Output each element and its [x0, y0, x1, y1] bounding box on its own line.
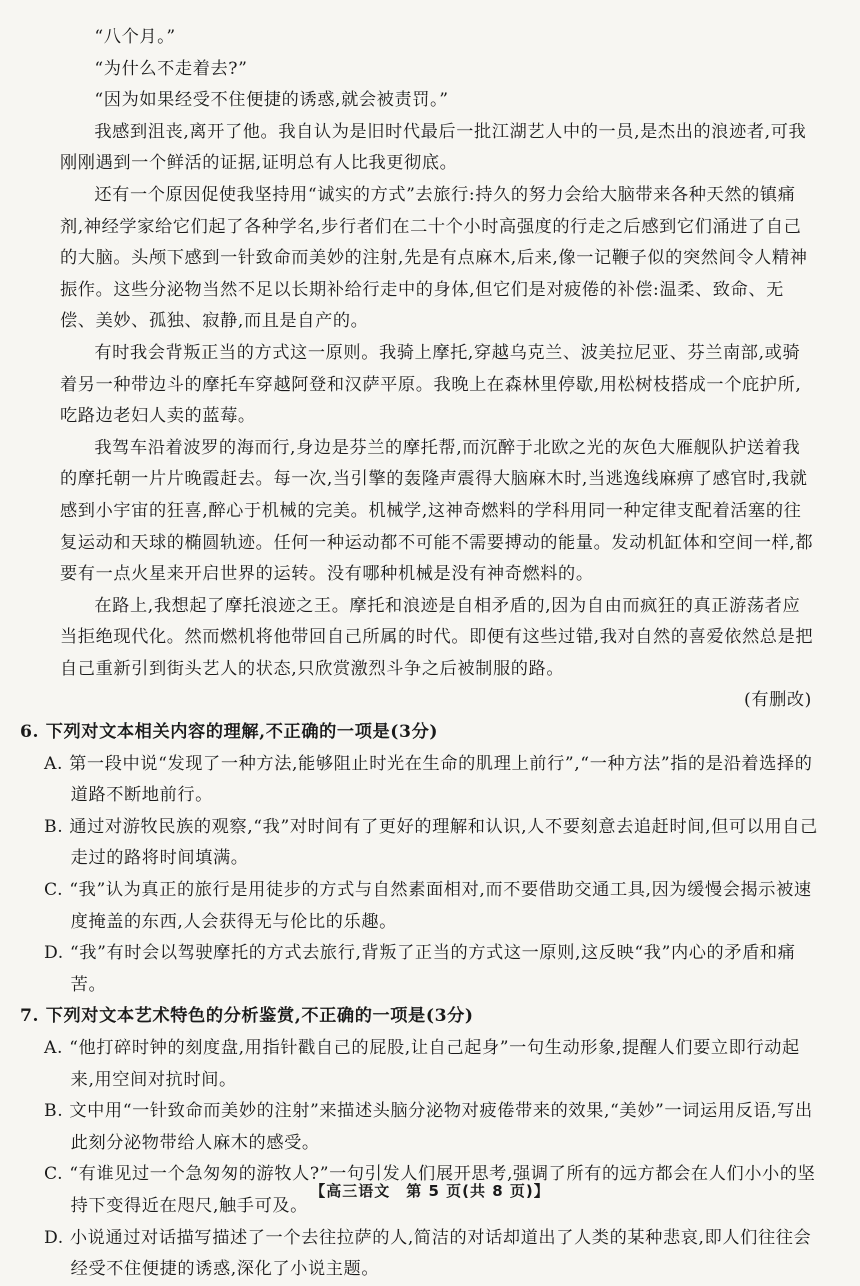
question-7 — [20, 1001, 818, 1285]
question-option: D. 小说通过对话描写描述了一个去往拉萨的人,简洁的对话却道出了人类的某种悲哀,即人们往往会经受不住便捷的诱惑,深化了小说主题。 — [44, 1227, 812, 1280]
dialog-line: “为什么不走着去?” — [94, 58, 248, 79]
question-option: B. 文中用“一针致命而美妙的注射”来描述头脑分泌物对疲倦带来的效果,“美妙”一词运用反语,写出此刻分泌物带给人麻木的感受。 — [44, 1101, 813, 1153]
page-footer: 【高三语文 第 5 页(共 8 页)】 — [310, 1182, 550, 1200]
passage-paragraph: 还有一个原因促使我坚持用“诚实的方式”去旅行:持久的努力会给大脑带来各种天然的镇痛剂,神经学家给它们起了各种学名,步行者们在二十个小时高强度的行走之后感到它们涌进了自己的大脑。头颅下感到一针致命而美妙的注射,先是有点麻木,后来,像一记鞭子似的突然间令人精神振作。这些分泌物当然不足以长期补给行走中的身体,但它们是对疲倦的补偿:温柔、致命、无偿、美妙、孤独、寂静,而且是自产的。 — [60, 184, 808, 332]
passage-paragraph: 我感到沮丧,离开了他。我自认为是旧时代最后一批江湖艺人中的一员,是杰出的浪迹者,可我刚刚遇到一个鲜活的证据,证明总有人比我更彻底。 — [60, 121, 807, 174]
dialog-line: “八个月。” — [94, 27, 176, 47]
question-title: 6. 下列对文本相关内容的理解,不正确的一项是(3分) — [20, 722, 439, 743]
question-option: C. “有谁见过一个急匆匆的游牧人?”一句引发人们展开思考,强调了所有的远方都会在人们小小的坚持下变得近在咫尺,触手可及。 — [44, 1164, 816, 1216]
question-option: A. “他打碎时钟的刻度盘,用指针戳自己的屁股,让自己起身”一句生动形象,提醒人们要立即行动起来,用空间对抗时间。 — [44, 1038, 800, 1090]
question-option: C. “我”认为真正的旅行是用徒步的方式与自然素面相对,而不要借助交通工具,因为缓慢会揭示被速度掩盖的东西,人会获得无与伦比的乐趣。 — [44, 880, 812, 932]
passage-paragraph: 有时我会背叛正当的方式这一原则。我骑上摩托,穿越乌克兰、波美拉尼亚、芬兰南部,或骑着另一种带边斗的摩托车穿越阿登和汉萨平原。我晚上在森林里停歇,用松树枝搭成一个庇护所,吃路边老妇人卖的蓝莓。 — [60, 342, 802, 427]
passage-paragraph: 我驾车沿着波罗的海而行,身边是芬兰的摩托帮,而沉醉于北欧之光的灰色大雁舰队护送着我的摩托朝一片片晚霞赶去。每一次,当引擎的轰隆声震得大脑麻木时,当逃逸线麻痹了感官时,我就感到小宇宙的狂喜,醉心于机械的完美。机械学,这神奇燃料的学科用同一种定律支配着活塞的往复运动和天球的椭圆轨迹。任何一种运动都不可能不需要搏动的能量。发动机缸体和空间一样,都要有一点火星来开启世界的运转。没有哪种机械是没有神奇燃料的。 — [60, 437, 814, 585]
question-option: B. 通过对游牧民族的观察,“我”对时间有了更好的理解和认识,人不要刻意去追赶时间,但可以用自己走过的路将时间填满。 — [44, 816, 818, 869]
source-note: (有删改) — [744, 690, 812, 711]
question-option: A. 第一段中说“发现了一种方法,能够阻止时光在生命的肌理上前行”,“一种方法”指的是沿着选择的道路不断地前行。 — [44, 753, 813, 806]
question-title: 7. 下列对文本艺术特色的分析鉴赏,不正确的一项是(3分) — [20, 1006, 474, 1027]
question-option: D. “我”有时会以驾驶摩托的方式去旅行,背叛了正当的方式这一原则,这反映“我”内心的矛盾和痛苦。 — [44, 943, 796, 995]
passage-paragraph: 在路上,我想起了摩托浪迹之王。摩托和浪迹是自相矛盾的,因为自由而疯狂的真正游荡者应当拒绝现代化。然而燃机将他带回自己所属的时代。即便有这些过错,我对自然的喜爱依然总是把自己重新引到街头艺人的状态,只欣赏激烈斗争之后被制服的路。 — [60, 595, 814, 679]
passage — [60, 22, 818, 717]
question-6 — [20, 717, 818, 1001]
dialog-line: “因为如果经受不住便捷的诱惑,就会被责罚。” — [94, 90, 449, 111]
